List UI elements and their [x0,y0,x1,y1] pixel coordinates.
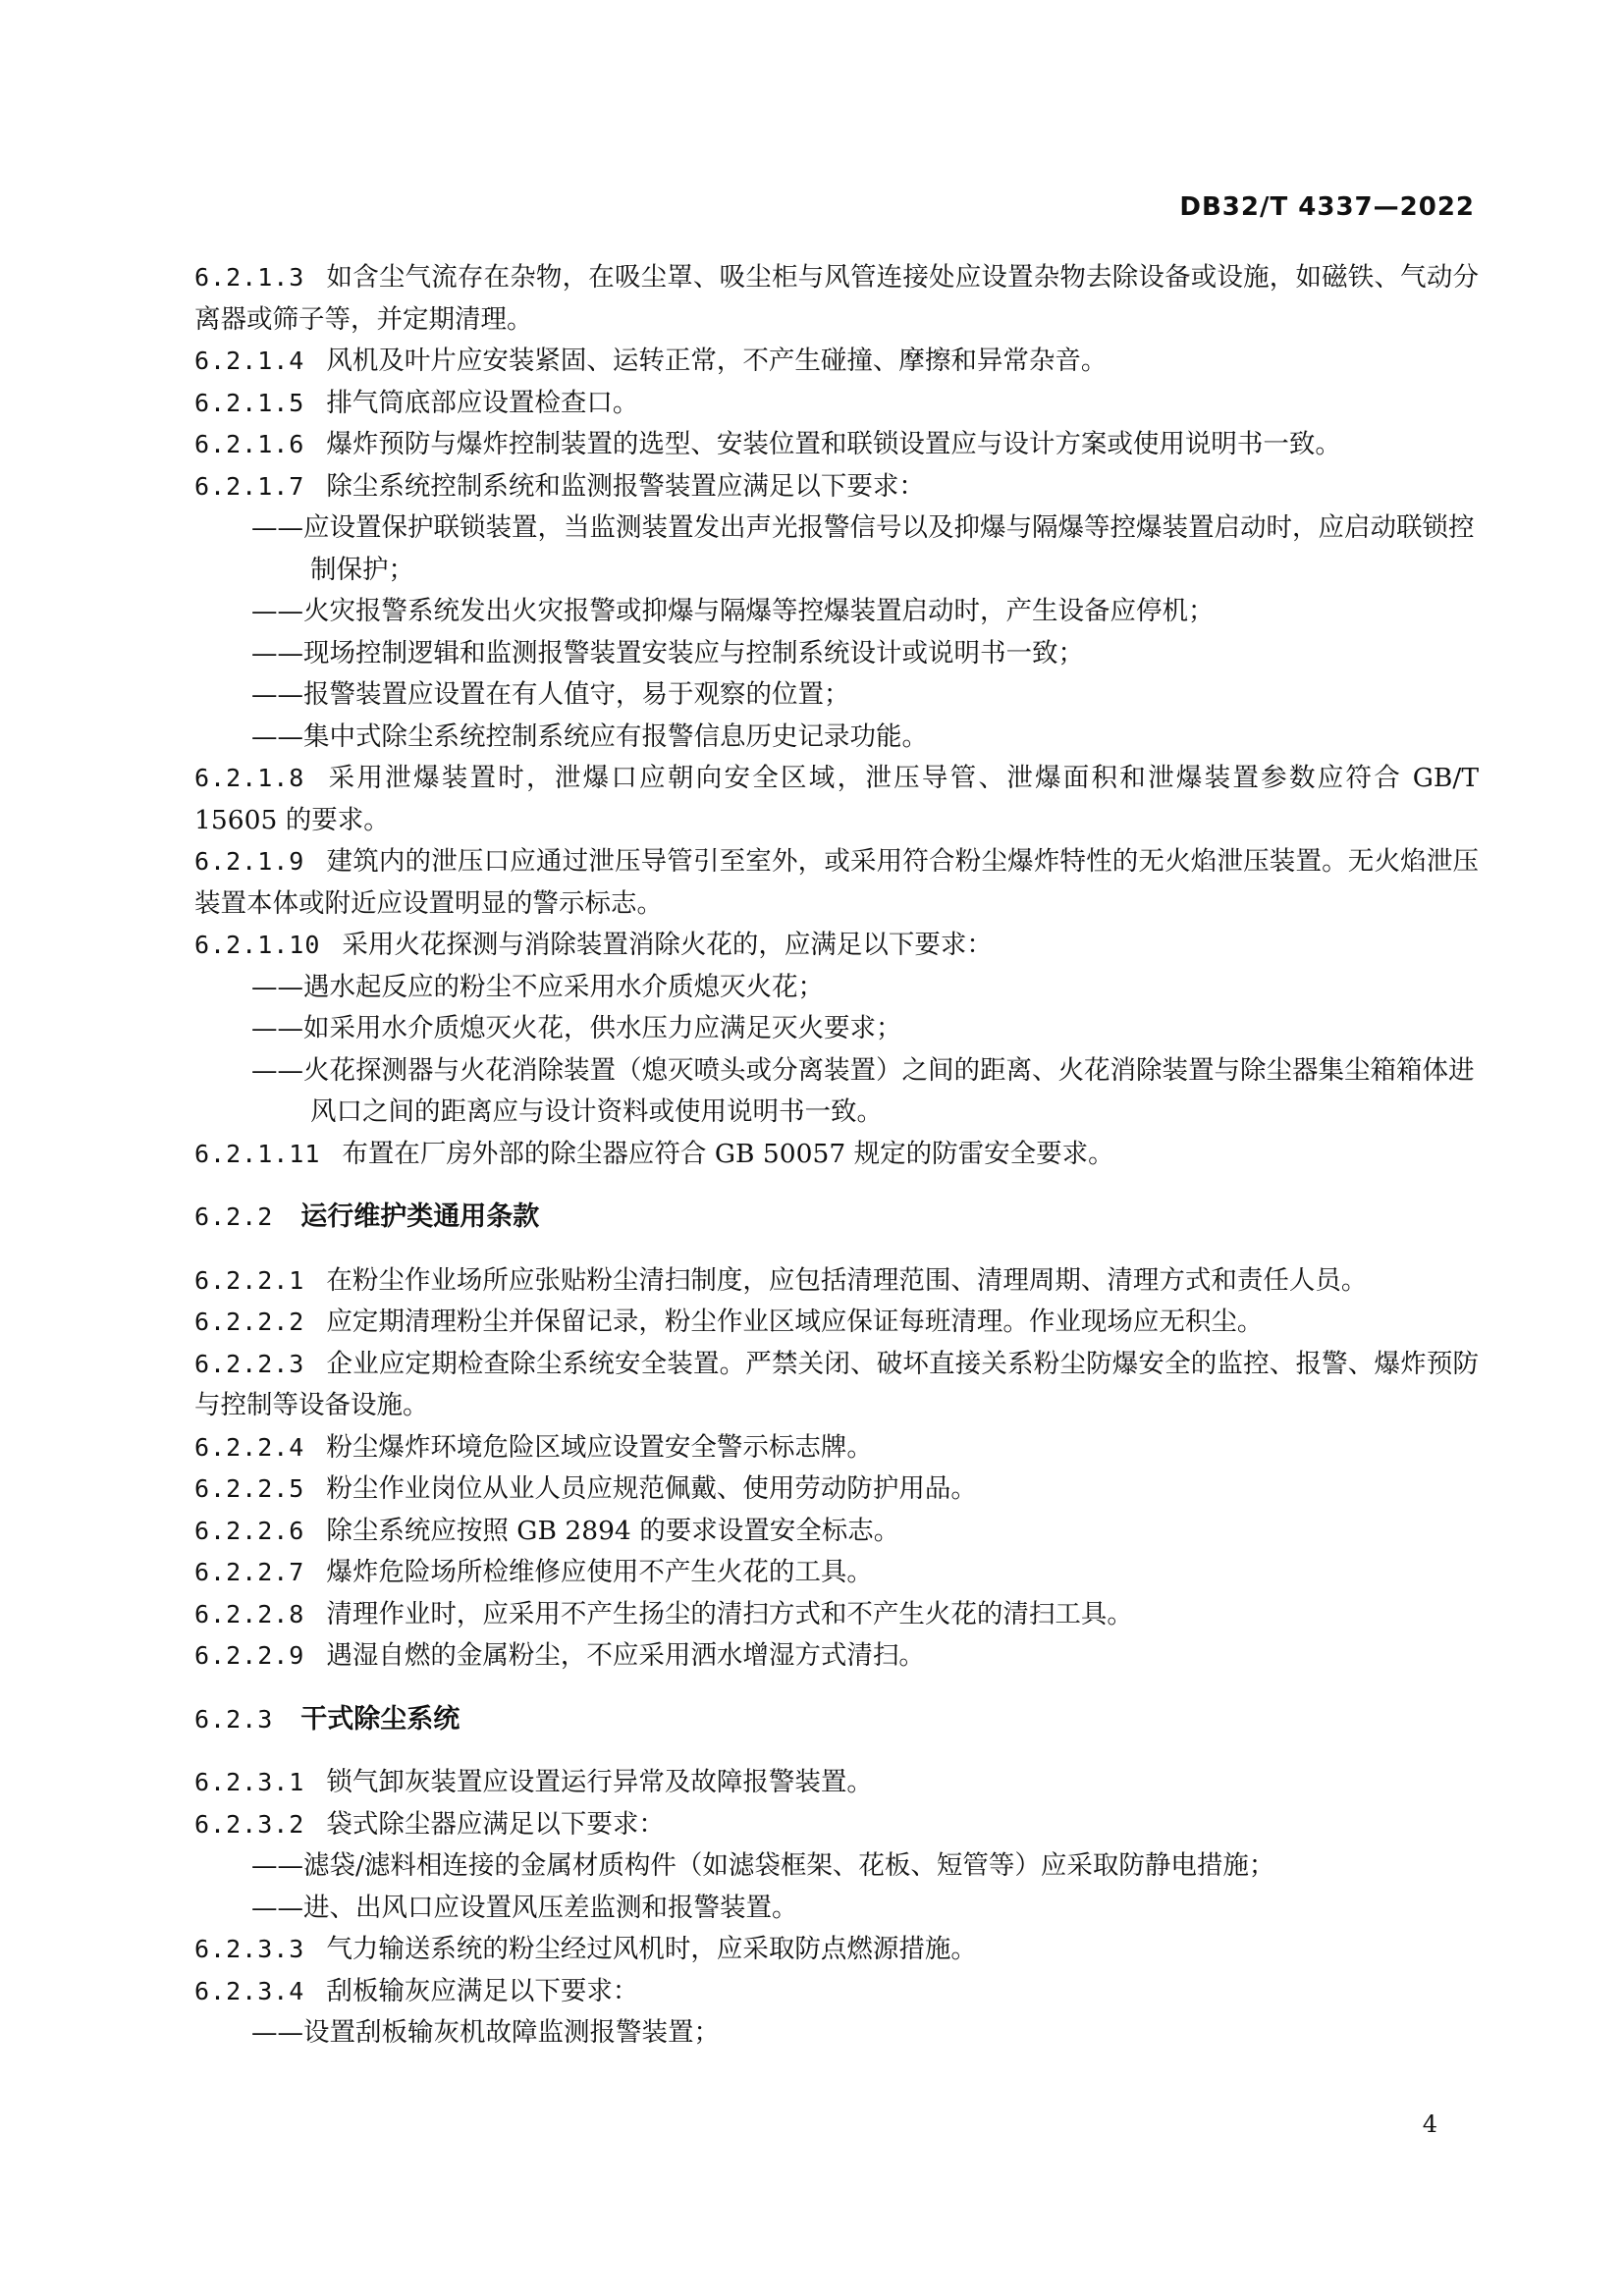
clause-6-2-2-4 [194,1427,1479,1469]
clause-6-2-3-3 [194,1929,1479,1971]
clause-number: 6.2.2.6 [194,1516,305,1545]
clause-text: 粉尘爆炸环境危险区域应设置安全警示标志牌。 [326,1431,873,1463]
clause-6-2-3-4 [194,1971,1479,2013]
clause-text: 锁气卸灰装置应设置运行异常及故障报警装置。 [326,1767,873,1797]
clause-text: 除尘系统控制系统和监测报警装置应满足以下要求： [326,470,925,502]
document-code: DB32/T 4337—2022 [1179,192,1475,222]
clause-6-2-2-8 [194,1594,1479,1636]
list-item: ——火花探测器与火花消除装置（熄灭喷头或分离装置）之间的距离、火花消除装置与除尘器集尘箱箱体进风口之间的距离应与设计资料或使用说明书一致。 [251,1054,1475,1127]
section-number: 6.2.3 [194,1704,274,1734]
page-number: 4 [1422,2110,1437,2138]
section-heading-6-2-2 [194,1197,1479,1239]
clause-number: 6.2.1.8 [194,764,305,792]
clause-6-2-2-2 [194,1302,1479,1344]
list-item: ——应设置保护联锁装置，当监测装置发出声光报警信号以及抑爆与隔爆等控爆装置启动时，应启动联锁控制保护； [251,512,1475,585]
clause-text: 刮板输灰应满足以下要求： [326,1975,639,2006]
clause-text: 爆炸危险场所检维修应使用不产生火花的工具。 [326,1557,873,1587]
clause-text: 企业应定期检查除尘系统安全装置。严禁关闭、破坏直接关系粉尘防爆安全的监控、报警、爆炸预防与控制等设备设施。 [194,1348,1479,1420]
list-item: ——现场控制逻辑和监测报警装置安装应与控制系统设计或说明书一致； [251,637,1084,668]
clause-6-2-2-6 [194,1511,1479,1553]
clause-6-2-1-9 [194,841,1479,925]
clause-text: 风机及叶片应安装紧固、运转正常，不产生碰撞、摩擦和异常杂音。 [326,346,1108,376]
clause-6-2-2-3 [194,1344,1479,1427]
clause-6-2-1-4 [194,341,1479,383]
clause-text: 应定期清理粉尘并保留记录，粉尘作业区域应保证每班清理。作业现场应无积尘。 [326,1307,1264,1337]
list-item: ——滤袋/滤料相连接的金属材质构件（如滤袋框架、花板、短管等）应采取防静电措施； [251,1850,1275,1881]
list-item: ——火灾报警系统发出火灾报警或抑爆与隔爆等控爆装置启动时，产生设备应停机； [251,596,1215,626]
clause-number: 6.2.1.5 [194,388,305,417]
clause-text: 在粉尘作业场所应张贴粉尘清扫制度，应包括清理范围、清理周期、清理方式和责任人员。 [326,1264,1368,1296]
clause-text: 如含尘气流存在杂物，在吸尘罩、吸尘柜与风管连接处应设置杂物去除设备或设施，如磁铁、气动分离器或筛子等，并定期清理。 [194,262,1479,335]
clause-6-2-2-1 [194,1260,1479,1303]
clause-text: 遇湿自燃的金属粉尘，不应采用洒水增湿方式清扫。 [326,1640,925,1671]
section-number: 6.2.2 [194,1202,274,1231]
list-item: ——集中式除尘系统控制系统应有报警信息历史记录功能。 [251,721,928,752]
clause-text: 建筑内的泄压口应通过泄压导管引至室外，或采用符合粉尘爆炸特性的无火焰泄压装置。无火焰泄压装置本体或附近应设置明显的警示标志。 [194,846,1479,919]
clause-number: 6.2.1.7 [194,471,305,501]
clause-6-2-1-8 [194,758,1479,841]
clause-text: 布置在厂房外部的除尘器应符合 GB 50057 规定的防雷安全要求。 [342,1138,1114,1169]
clause-number: 6.2.1.4 [194,347,305,375]
clause-6-2-3-2 [194,1804,1479,1846]
clause-text: 粉尘作业岗位从业人员应规范佩戴、使用劳动防护用品。 [326,1473,977,1504]
clause-number: 6.2.3.2 [194,1809,305,1839]
clause-number: 6.2.2.1 [194,1265,305,1295]
list-item: ——如采用水介质熄灭火花，供水压力应满足灭火要求； [251,1013,902,1043]
clause-number: 6.2.2.7 [194,1558,305,1586]
clause-text: 采用泄爆装置时，泄爆口应朝向安全区域，泄压导管、泄爆面积和泄爆装置参数应符合 GB/T 15605 的要求。 [194,763,1479,835]
clause-6-2-1-5 [194,383,1479,425]
clause-6-2-2-9 [194,1635,1479,1678]
clause-6-2-3-1 [194,1762,1479,1804]
list-item: ——设置刮板输灰机故障监测报警装置； [251,2017,720,2048]
list-item: ——报警装置应设置在有人值守，易于观察的位置； [251,679,850,710]
page-body [194,257,1479,2055]
clause-6-2-1-6 [194,424,1479,466]
clause-number: 6.2.2.3 [194,1349,305,1378]
clause-number: 6.2.1.11 [194,1139,321,1168]
clause-6-2-1-11 [194,1134,1479,1176]
clause-6-2-1-3 [194,257,1479,341]
clause-number: 6.2.3.3 [194,1935,305,1963]
clause-text: 袋式除尘器应满足以下要求： [326,1808,665,1840]
clause-text: 清理作业时，应采用不产生扬尘的清扫方式和不产生火花的清扫工具。 [326,1598,1133,1629]
clause-text: 采用火花探测与消除装置消除火花的，应满足以下要求： [342,930,993,960]
clause-number: 6.2.1.6 [194,430,305,458]
clause-6-2-1-10 [194,925,1479,967]
clause-number: 6.2.2.5 [194,1474,305,1503]
section-title: 干式除尘系统 [300,1703,460,1735]
list-item: ——进、出风口应设置风压差监测和报警装置。 [251,1892,798,1923]
clause-number: 6.2.2.2 [194,1308,305,1336]
clause-6-2-2-5 [194,1468,1479,1511]
clause-text: 除尘系统应按照 GB 2894 的要求设置安全标志。 [326,1515,900,1546]
clause-6-2-1-7 [194,466,1479,508]
clause-number: 6.2.1.9 [194,847,305,876]
clause-number: 6.2.2.9 [194,1641,305,1670]
section-heading-6-2-3 [194,1699,1479,1741]
clause-number: 6.2.1.10 [194,931,321,959]
clause-number: 6.2.3.4 [194,1976,305,2005]
section-title: 运行维护类通用条款 [300,1201,540,1232]
clause-number: 6.2.2.4 [194,1432,305,1462]
clause-number: 6.2.1.3 [194,263,305,292]
clause-number: 6.2.3.1 [194,1768,305,1796]
clause-number: 6.2.2.8 [194,1599,305,1629]
clause-text: 排气筒底部应设置检查口。 [326,387,639,418]
clause-text: 气力输送系统的粉尘经过风机时，应采取防点燃源措施。 [326,1934,977,1964]
clause-text: 爆炸预防与爆炸控制装置的选型、安装位置和联锁设置应与设计方案或使用说明书一致。 [326,429,1341,459]
list-item: ——遇水起反应的粉尘不应采用水介质熄灭火花； [251,971,824,1002]
clause-6-2-2-7 [194,1552,1479,1594]
